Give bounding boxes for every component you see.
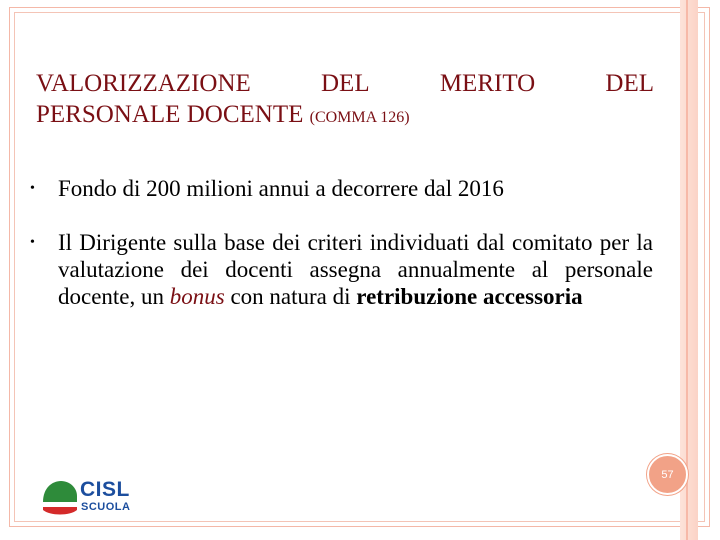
page-number-badge: 57: [647, 454, 688, 495]
decorative-side-line: [686, 0, 688, 540]
bonus-emphasis: bonus: [169, 284, 225, 309]
bullet-item: [28, 229, 653, 310]
slide-title: [36, 68, 654, 133]
cisl-logo-icon: [40, 476, 80, 518]
bullet-icon: •: [30, 181, 35, 196]
bullet-text-part: con natura di: [224, 284, 357, 309]
logo-sub: SCUOLA: [81, 501, 131, 513]
title-word: DEL: [321, 70, 370, 97]
title-word: MERITO: [439, 70, 536, 97]
bullet-text: Fondo di 200 milioni annui a decorrere dal 2016: [58, 176, 504, 201]
title-word: VALORIZZAZIONE: [36, 70, 251, 97]
title-word: DEL: [605, 70, 654, 97]
bullet-item: [28, 175, 653, 202]
title-line-2: [36, 99, 654, 133]
bullet-text-part: Il Dirigente sulla base dei criteri individuati dal comitato per la valutazione dei docenti assegna annualmente al personale docente, un: [58, 230, 653, 309]
bullet-list: [28, 175, 653, 337]
decorative-side-band: [680, 0, 698, 540]
cisl-scuola-logo: [40, 476, 150, 518]
title-line-1: [36, 68, 654, 99]
bold-emphasis: retribuzione accessoria: [356, 284, 583, 309]
title-subtitle: (COMMA 126): [309, 109, 410, 126]
bullet-text: [58, 229, 653, 310]
logo-name: CISL: [80, 478, 130, 501]
title-main: PERSONALE DOCENTE: [36, 101, 304, 128]
bullet-icon: •: [30, 235, 35, 250]
